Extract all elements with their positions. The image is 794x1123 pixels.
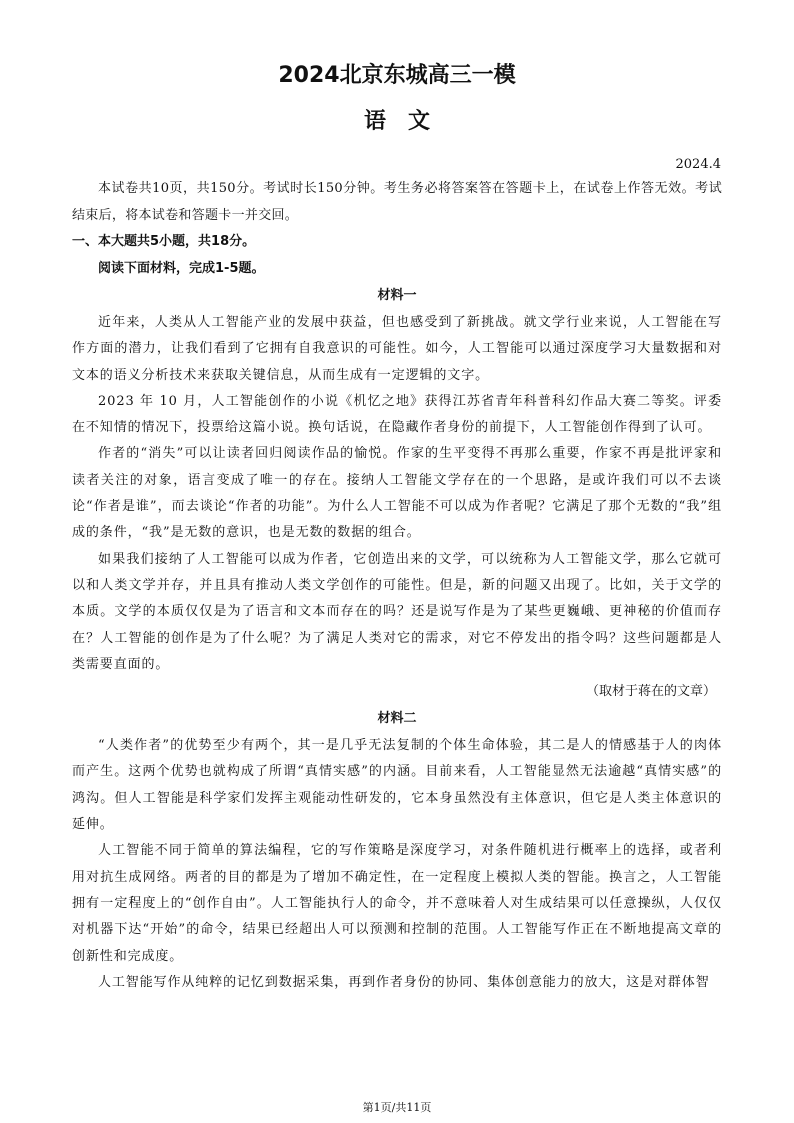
material-1-title: 材料一 bbox=[377, 288, 417, 303]
section-heading: 一、本大题共5小题，共18分。 bbox=[72, 234, 256, 249]
intro-text: 本试卷共10页，共150分。考试时长150分钟。考生务必将答案答在答题卡上，在试卷上作答无效。考试结束后，将本试卷和答题卡一并交回。 bbox=[72, 181, 722, 223]
material-1-paragraph: 作者的“消失”可以让读者回归阅读作品的愉悦。作家的生平变得不再那么重要，作家不再是批评家和读者关注的对象，语言变成了唯一的存在。接纳人工智能文学存在的一个思路，是或许我们可以不去谈论“作者是谁”，而去谈论“作者的功能”。为什么人工智能不可以成为作者呢？它满足了那个无数的“我”组成的条件，“我”是无数的意识，也是无数的数据的组合。 bbox=[72, 446, 722, 541]
exam-date: 2024.4 bbox=[675, 157, 721, 172]
exam-content bbox=[72, 176, 722, 996]
material-2-paragraph: 人工智能不同于简单的算法编程，它的写作策略是深度学习，对条件随机进行概率上的选择，或者利用对抗生成网络。两者的目的都是为了增加不确定性，在一定程度上模拟人类的智能。换言之，人工智能拥有一定程度上的“创作自由”。人工智能执行人的命令，并不意味着人对生成结果可以任意操纵，人仅仅对机器下达“开始”的命令，结果已经超出人可以预测和控制的范围。人工智能写作正在不断地提高文章的创新性和完成度。 bbox=[72, 843, 722, 964]
material-2-paragraph: “人类作者”的优势至少有两个，其一是几乎无法复制的个体生命体验，其二是人的情感基于人的肉体而产生。这两个优势也就构成了所谓“真情实感”的内涵。目前来看，人工智能显然无法逾越“真情实感”的鸿沟。但人工智能是科学家们发挥主观能动性研发的，它本身虽然没有主体意识，但它是人类主体意识的延伸。 bbox=[72, 738, 722, 833]
section-instruction: 阅读下面材料，完成1-5题。 bbox=[98, 260, 265, 276]
exam-title: 2024北京东城高三一模 bbox=[278, 63, 516, 88]
material-2-paragraph: 人工智能写作从纯粹的记忆到数据采集，再到作者身份的协同、集体创意能力的放大，这是对群体智 bbox=[98, 974, 710, 990]
material-1-paragraph: 如果我们接纳了人工智能可以成为作者，它创造出来的文学，可以统称为人工智能文学，那么它就可以和人类文学并存，并且具有推动人类文学创作的可能性。但是，新的问题又出现了。比如，关于文学的本质。文学的本质仅仅是为了语言和文本而存在的吗？还是说写作是为了某些更巍峨、更神秘的价值而存在？人工智能的创作是为了什么呢？为了满足人类对它的需求，对它不停发出的指令吗？这些问题都是人类需要直面的。 bbox=[72, 551, 722, 672]
page-footer: 第1页/共11页 bbox=[362, 1101, 432, 1114]
material-1-source: （取材于蒋在的文章） bbox=[585, 684, 716, 700]
material-1-paragraph: 2023 年 10 月，人工智能创作的小说《机忆之地》获得江苏省青年科普科幻作品大赛二等奖。评委在不知情的情况下，投票给这篇小说。换句话说，在隐藏作者身份的前提下，人工智能创作得到了认可。 bbox=[72, 393, 722, 436]
material-2-title: 材料二 bbox=[377, 711, 417, 727]
material-1-paragraph: 近年来，人类从人工智能产业的发展中获益，但也感受到了新挑战。就文学行业来说，人工智能在写作方面的潜力，让我们看到了它拥有自我意识的可能性。如今，人工智能可以通过深度学习大量数据和对文本的语义分析技术来获取关键信息，从而生成有一定逻辑的文字。 bbox=[72, 315, 722, 383]
subject-title: 语文 bbox=[363, 109, 452, 134]
